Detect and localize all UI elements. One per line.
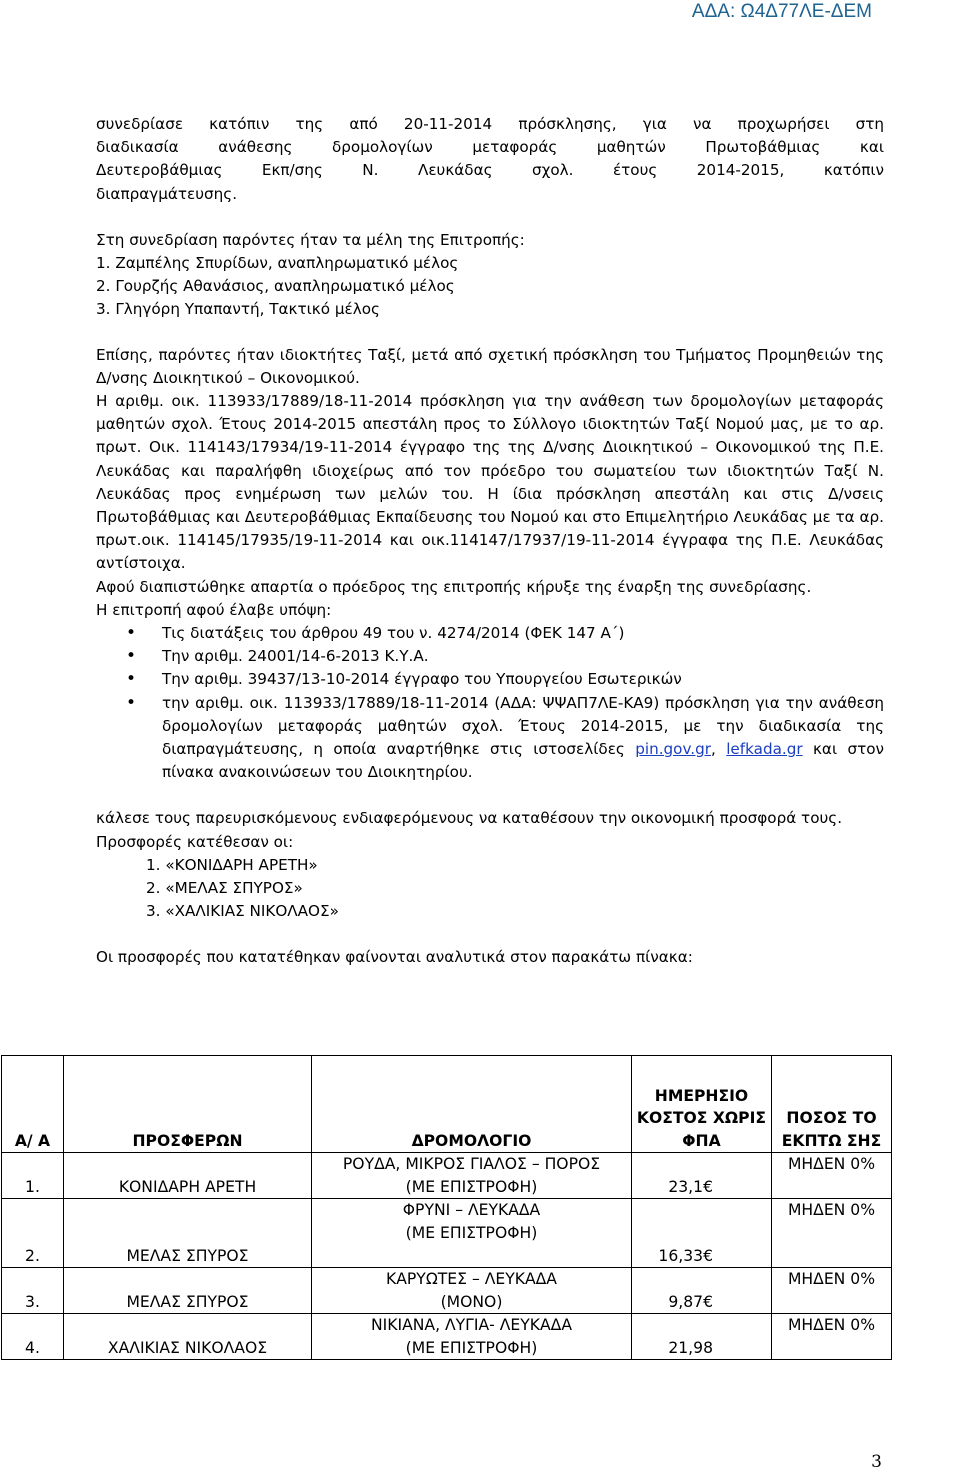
consideration-item: • Την αριθμ. 24001/14-6-2013 Κ.Υ.Α. <box>96 645 884 668</box>
paragraph-quorum: Αφού διαπιστώθηκε απαρτία ο πρόεδρος της επιτροπής κήρυξε της έναρξη της συνεδρίασης. <box>96 577 812 596</box>
members-list <box>96 252 884 322</box>
paragraph-invitation: Η αριθμ. οικ. 113933/17889/18-11-2014 πρόσκληση για την ανάθεση των δρομολογίων μεταφοράς μαθητών σχολ. Έτους 2014-2015 απεστάλη προς το Σύλλογο ιδιοκτητών Ταξί Νομού μας, με το αρ. πρωτ. Οικ. 114143/17934/19-11-2014 έγγραφο της της Δ/νσης Διοικητικού – Οικονομικού της Π.Ε. Λευκάδας και παραλήφθη ιδιοχείρως από τον πρόεδρο του σωματείου των ιδιοκτητών Ταξί Ν. Λευκάδας προς ενημέρωση των μελών του. Η ίδια πρόσκληση απεστάλη και στις Δ/νσεις Πρωτοβάθμιας και Δευτεροβάθμιας Εκπαίδευσης του Νομού και στο Επιμελητήριο Λευκάδας με τα αρ. πρωτ.οικ. 114145/17935/19-11-2014 και οικ.114147/17937/19-11-2014 έγγραφα της Π.Ε. Λευκάδας αντίστοιχα. <box>96 392 884 573</box>
paragraph-also-present: Επίσης, παρόντες ήταν ιδιοκτήτες Ταξί, μετά από σχετική πρόσκληση του Τμήματος Προμηθειών της Δ/νσης Διοικητικού – Οικονομικού. <box>96 345 884 387</box>
ada-header: ΑΔΑ: Ω4Δ77ΛΕ-ΔΕΜ <box>691 1 872 22</box>
consideration-item: • την αριθμ. οικ. 113933/17889/18-11-2014 (ΑΔΑ: ΨΨΑΠ7ΛΕ-ΚΑ9) πρόσκληση για την ανάθεση δρομολογίων μεταφοράς μαθητών σχολ. Έτους 2014-2015, με την διαδικασία της διαπραγμάτευσης, η οποία αναρτήθηκε στις ιστοσελίδες pin.gov.gr, lefkada.gr και στον πίνακα ανακοινώσεων του Διοικητηρίου. <box>96 692 884 785</box>
table-header-row <box>2 1056 892 1153</box>
intro-line-1: συνεδρίασε κατόπιν της από 20-11-2014 πρόσκλησης, για να προχωρήσει στη <box>96 115 884 133</box>
offer-item: 2. «ΜΕΛΑΣ ΣΠΥΡΟΣ» <box>146 879 303 898</box>
table-row: 4. ΧΑΛΙΚΙΑΣ ΝΙΚΟΛΑΟΣ ΝΙΚΙΑΝΑ, ΛΥΓΙΑ- ΛΕΥΚΑΔΑ (ΜΕ ΕΠΙΣΤΡΟΦΗ) 21,98 ΜΗΔΕΝ 0% <box>2 1314 892 1360</box>
link-lefkada[interactable]: lefkada.gr <box>726 740 803 759</box>
member-item: 2. Γουρζής Αθανάσιος, αναπληρωματικό μέλος <box>96 277 455 296</box>
table-row: 1. ΚΟΝΙΔΑΡΗ ΑΡΕΤΗ ΡΟΥΔΑ, ΜΙΚΡΟΣ ΓΙΑΛΟΣ – ΠΟΡΟΣ (ΜΕ ΕΠΙΣΤΡΟΦΗ) 23,1€ ΜΗΔΕΝ 0% <box>2 1153 892 1199</box>
offer-item: 1. «ΚΟΝΙΔΑΡΗ ΑΡΕΤΗ» <box>146 855 318 874</box>
intro-line-4: διαπραγμάτευσης. <box>96 184 238 203</box>
header-route: ΔΡΟΜΟΛΟΓΙΟ <box>312 1056 632 1153</box>
header-cost: ΗΜΕΡΗΣΙΟ ΚΟΣΤΟΣ ΧΩΡΙΣ ΦΠΑ <box>632 1056 772 1153</box>
document-body <box>96 113 884 969</box>
header-offer: ΠΡΟΣΦΕΡΩΝ <box>64 1056 312 1153</box>
offers-heading: Προσφορές κατέθεσαν οι: <box>96 832 294 851</box>
offers-table <box>1 1055 892 1360</box>
offers-list <box>96 854 884 924</box>
member-item: 1. Ζαμπέλης Σπυρίδων, αναπληρωματικό μέλος <box>96 254 459 273</box>
consideration-item: • Τις διατάξεις του άρθρου 49 του ν. 4274/2014 (ΦΕΚ 147 Α΄) <box>96 622 884 645</box>
member-item: 3. Γληγόρη Υπαπαντή, Τακτικό μέλος <box>96 300 380 319</box>
table-row: 3. ΜΕΛΑΣ ΣΠΥΡΟΣ ΚΑΡΥΩΤΕΣ – ΛΕΥΚΑΔΑ (ΜΟΝΟ) 9,87€ ΜΗΔΕΝ 0% <box>2 1268 892 1314</box>
paragraph-invite-offers: κάλεσε τους παρευρισκόμενους ενδιαφερόμενους να καταθέσουν την οικονομική προσφορά τους. <box>96 809 843 828</box>
table-intro: Οι προσφορές που κατατέθηκαν φαίνονται αναλυτικά στον παρακάτω πίνακα: <box>96 947 693 966</box>
header-aa: Α/ Α <box>2 1056 64 1153</box>
table-row: 2. ΜΕΛΑΣ ΣΠΥΡΟΣ ΦΡΥΝΙ – ΛΕΥΚΑΔΑ (ΜΕ ΕΠΙΣΤΡΟΦΗ) 16,33€ ΜΗΔΕΝ 0% <box>2 1199 892 1268</box>
consideration-item: • Την αριθμ. 39437/13-10-2014 έγγραφο του Υπουργείου Εσωτερικών <box>96 668 884 691</box>
intro-line-3: Δευτεροβάθμιας Εκπ/σης Ν. Λευκάδας σχολ. έτους 2014-2015, κατόπιν <box>96 161 884 180</box>
header-discount: ΠΟΣΟΣ ΤΟ ΕΚΠΤΩ ΣΗΣ <box>772 1056 892 1153</box>
attendance-heading: Στη συνεδρίαση παρόντες ήταν τα μέλη της Επιτροπής: <box>96 230 525 249</box>
page-number: 3 <box>871 1452 882 1472</box>
offer-item: 3. «ΧΑΛΙΚΙΑΣ ΝΙΚΟΛΑΟΣ» <box>146 902 339 921</box>
considerations-list <box>96 622 884 784</box>
intro-line-2: διαδικασία ανάθεσης δρομολογίων μεταφοράς μαθητών Πρωτοβάθμιας και <box>96 138 884 157</box>
paragraph-considered: Η επιτροπή αφού έλαβε υπόψη: <box>96 600 332 619</box>
link-pin-gov[interactable]: pin.gov.gr <box>635 740 711 759</box>
